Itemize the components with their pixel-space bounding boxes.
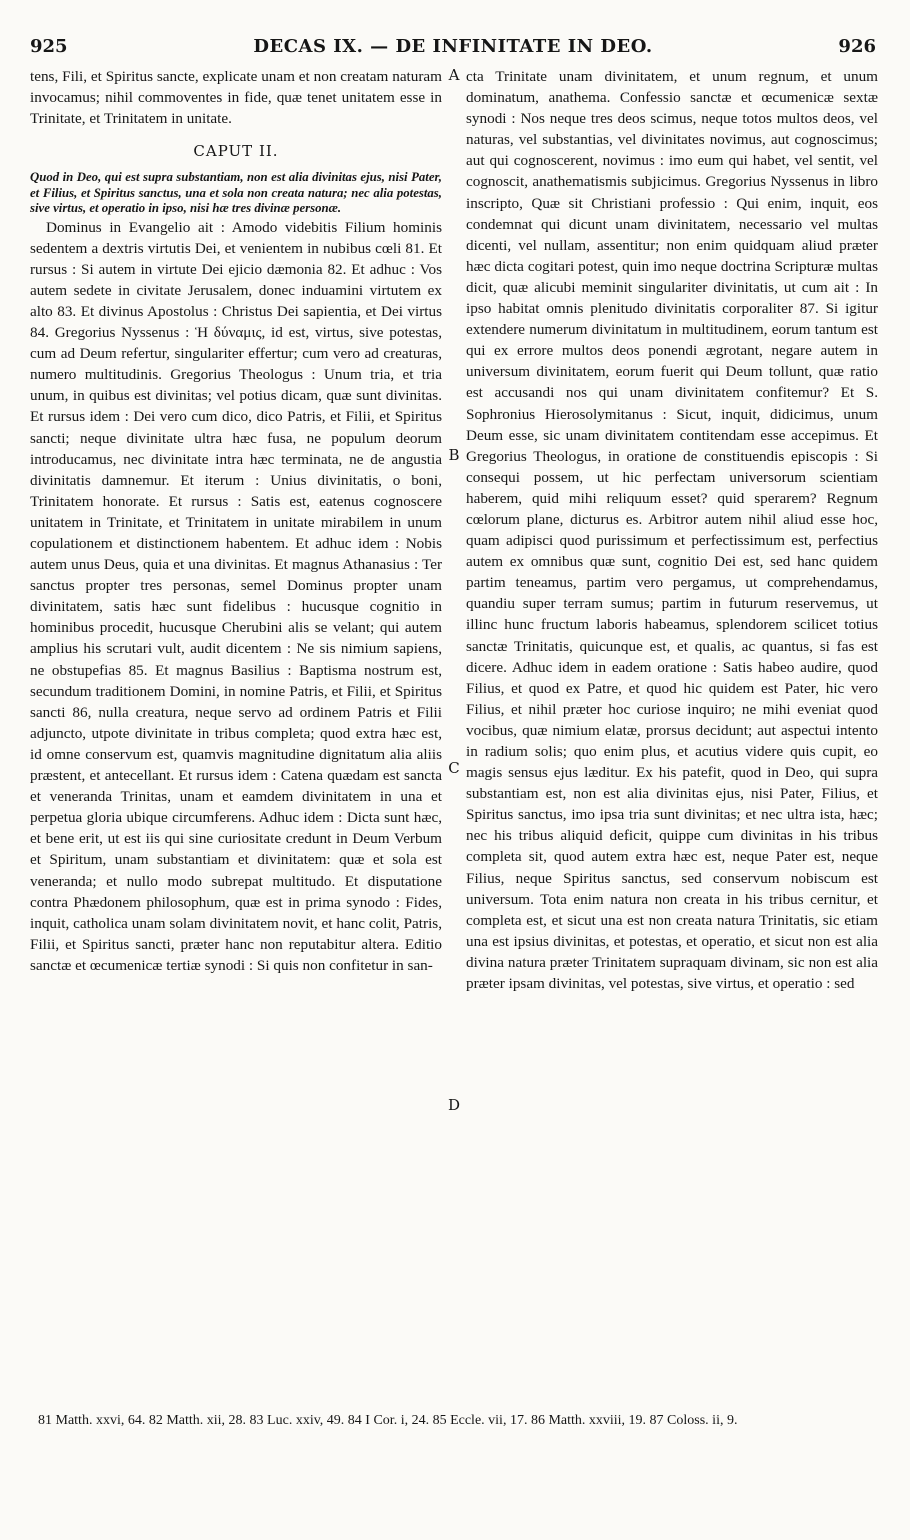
left-column (30, 66, 442, 976)
page-header (30, 28, 876, 62)
page-number-right: 926 (838, 36, 876, 57)
right-paragraph: cta Trinitate unam divinitatem, et unum regnum, et unum dominatum, anathema. Confessio sanctæ et œcumenicæ sextæ synodi : Nos neque tres deos scimus, neque totos multos deos, vel naturas, vel substantias, vel divinitates novimus, aut cognoscimus; aut qui cognoscerent, novimus : imo eum qui habet, vel sentit, vel cognoscit, anathematismis subjicimus. Gregorius Nyssenus in libro inscripto, Quæ sit Christiani professio : Qui enim, inquit, eos condemnat qui dicunt unam divinitatem, necessario vel multas dicenti, vel nullam, assentitur; non enim quidquam aliud præter hæc dicta cogitari potest, quin imo neque doctrina Scripturæ multas dicit, quæ alicubi meminit singulariter divinitatis, ut cum ait : In ipso habitat omnis plenitudo divinitatis corporaliter 87. Si igitur extendere numerum divinitatum in multitudinem, eorum tantum est qui ex errore multos deos ponendi ægrotant, negare autem in universum divinitatem, eorum fuerit qui Deum tollunt, quæ ratio est accusandi nos qui unam divinitatem confitemur? Et S. Sophronius Hierosolymitanus : Sicut, inquit, didicimus, unum Deum esse, sic unam divinitatem contitendam esse accepimus. Et Gregorius Theologus, in oratione de constituendis episcopis : Si consequi possem, ut hic perfectam universorum scientiam haberem, quid mihi reliquum esset? quid sperarem? Regnum cœlorum plane, dicturus es. Arbitror autem nihil aliud esse hoc, quam adipisci quod purissimum et perfectissimum est, perfectius autem ex omnibus quæ sunt, cognitio Dei est, sed hanc quidem partim teneamus, partim vero pergamus, ut comprehendamus, quandiu super terram sumus; partim in futurum reservemus, ut illinc hunc fructum laboris habeamus, splendorem scilicet totius sanctæ Trinitatis, quicunque est, et qualis, ac quantus, si fas est dicere. Adhuc idem in eadem oratione : Satis habeo audire, quod Filius, et quod ex Patre, et quod hic quidem est Pater, hic vero Filius, et nihil præter hoc curiose inquiro; ne mihi eveniat quod vocibus, quæ nimium elatæ, prorsus decidunt; aut aspectui intento in radium solis; quo enim plus, et acutius videre quis cupit, eo magis sensus ejus læditur. Ex his patefit, quod in Deo, qui supra substantiam est, non est alia divinitas ejus, nisi Pater, Filius, et Spiritus sanctus, imo ipsa tria sunt divinitas; et nec ultra ista, hæc; nec his tribus aliquid deficit, quippe cum divinitas in his tribus completa sit, quod autem extra hæc est, neque Pater est, neque Filius, neque Spiritus sanctus, sed conservum nobiscum est universum. Tota enim natura non creata in his tribus cernitur, et completa est, et sicut una est non creata natura Trinitatis, sic etiam una est ipsius divinitas, et potestas, et operatio, et sicut non est alia divina natura præter Trinitatem supraquam divinam, sic non est alia præter ipsam divinitas, vel potestas, sive virtus, et operatio : sed (466, 68, 878, 993)
page-number-left: 925 (30, 36, 68, 57)
running-title: DECAS IX. — DE INFINITATE IN DEO. (253, 36, 653, 57)
margin-marker-a: A (448, 66, 460, 84)
left-paragraph-continued: tens, Fili, et Spiritus sancte, explicate unam et non creatam naturam invocamus; nihil commoventes in fide, quæ tenet unitatem esse in Trinitate, et Trinitatem in unitate. (30, 68, 442, 128)
chapter-heading: CAPUT II. (193, 142, 279, 161)
left-paragraph-main: Dominus in Evangelio ait : Amodo videbitis Filium hominis sedentem a dextris virtutis Dei, et venientem in nubibus cœli 81. Et rursus : Si autem in virtute Dei ejicio dæmonia 82. Et adhuc : Vos autem sedete in civitate Jerusalem, donec induamini virtutem ex alto 83. Et divinus Apostolus : Christus Dei sapientia, et Dei virtus 84. Gregorius Nyssenus : Ἡ δύναμις, id est, virtus, sive potestas, cum ad Deum refertur, singulariter effertur; cum vero ad creaturas, numero multitudinis. Gregorius Theologus : Unum tria, et tria unum, in quibus est divinitas; vel potius dicam, quæ sunt divinitas. Et rursus idem : Dei vero cum dico, dico Patris, et Filii, et Spiritus sancti; neque divinitate ultra hæc fusa, ne populum deorum introducamus, nec divinitate intra hæc terminata, ne de angustia divinitatis damnemur. Et iterum : Unius divinitatis, o boni, Trinitatem honorate. Et rursus : Satis est, eatenus cognoscere unitatem in Trinitate, et Trinitatem in unitate mirabilem in unum copulationem et distinctionem habentem. Et adhuc idem : Nobis autem unus Deus, quia et una divinitas. Et magnus Athanasius : Ter sanctus propter tres personas, semel Dominus propter unam divinitatem, satis hæc sunt fidelibus : hucusque cognitio in hominibus procedit, hucusque Cherubini alis se velant; qui autem amplius his scrutari vult, audit dicentem : Ne sis nimium sapiens, ne obstupefias 85. Et magnus Basilius : Baptisma nostrum est, secundum traditionem Domini, in nomine Patris, et Filii, et Spiritus sancti 86, nulla creatura, neque servo ad ordinem Patris et Filii adjuncto, utpote divinitate in tribus completa; quod extra hæc est, id omne conservum est, quamvis magnitudine dignitatum alia aliis præstent, et antecellant. Et rursus idem : Catena quædam est sancta et veneranda Trinitas, unam et eamdem divinitatem in una et perpetua gloria ubique circumferens. Adhuc idem : Dicta sunt hæc, et bene erit, ut est iis qui sine curiositate credunt in Deum Verbum et Spiritum, unam substantiam et divinitatem: quæ et sola est veneranda; et nullo modo subrepat multitudo. Et disputatione contra Phædonem philosophum, quæ est in prima synodo : Fides, inquit, catholica unam solam divinitatem novit, et hanc colit, Patris, Filii, et Spiritus sancti, præter hanc non reputabitur altera. Editio sanctæ et œcumenicæ tertiæ synodi : Si quis non confitetur in san- (30, 218, 442, 974)
chapter-summary: Quod in Deo, qui est supra substantiam, non est alia divinitas ejus, nisi Pater, et Filius, et Spiritus sanctus, una et sola non creata natura; nec alia potestas, sive virtus, et operatio in ipso, nisi hæ tres divinæ personæ. (30, 170, 442, 216)
footnotes: 81 Matth. xxvi, 64. 82 Matth. xii, 28. 83 Luc. xxiv, 49. 84 I Cor. i, 24. 85 Eccle. vii, 17. 86 Matth. xxviii, 19. 87 Coloss. ii, 9. (38, 1413, 738, 1428)
margin-marker-c: C (448, 759, 460, 777)
margin-marker-d: D (447, 1096, 461, 1114)
right-column (466, 66, 878, 994)
margin-marker-b: B (448, 446, 460, 464)
